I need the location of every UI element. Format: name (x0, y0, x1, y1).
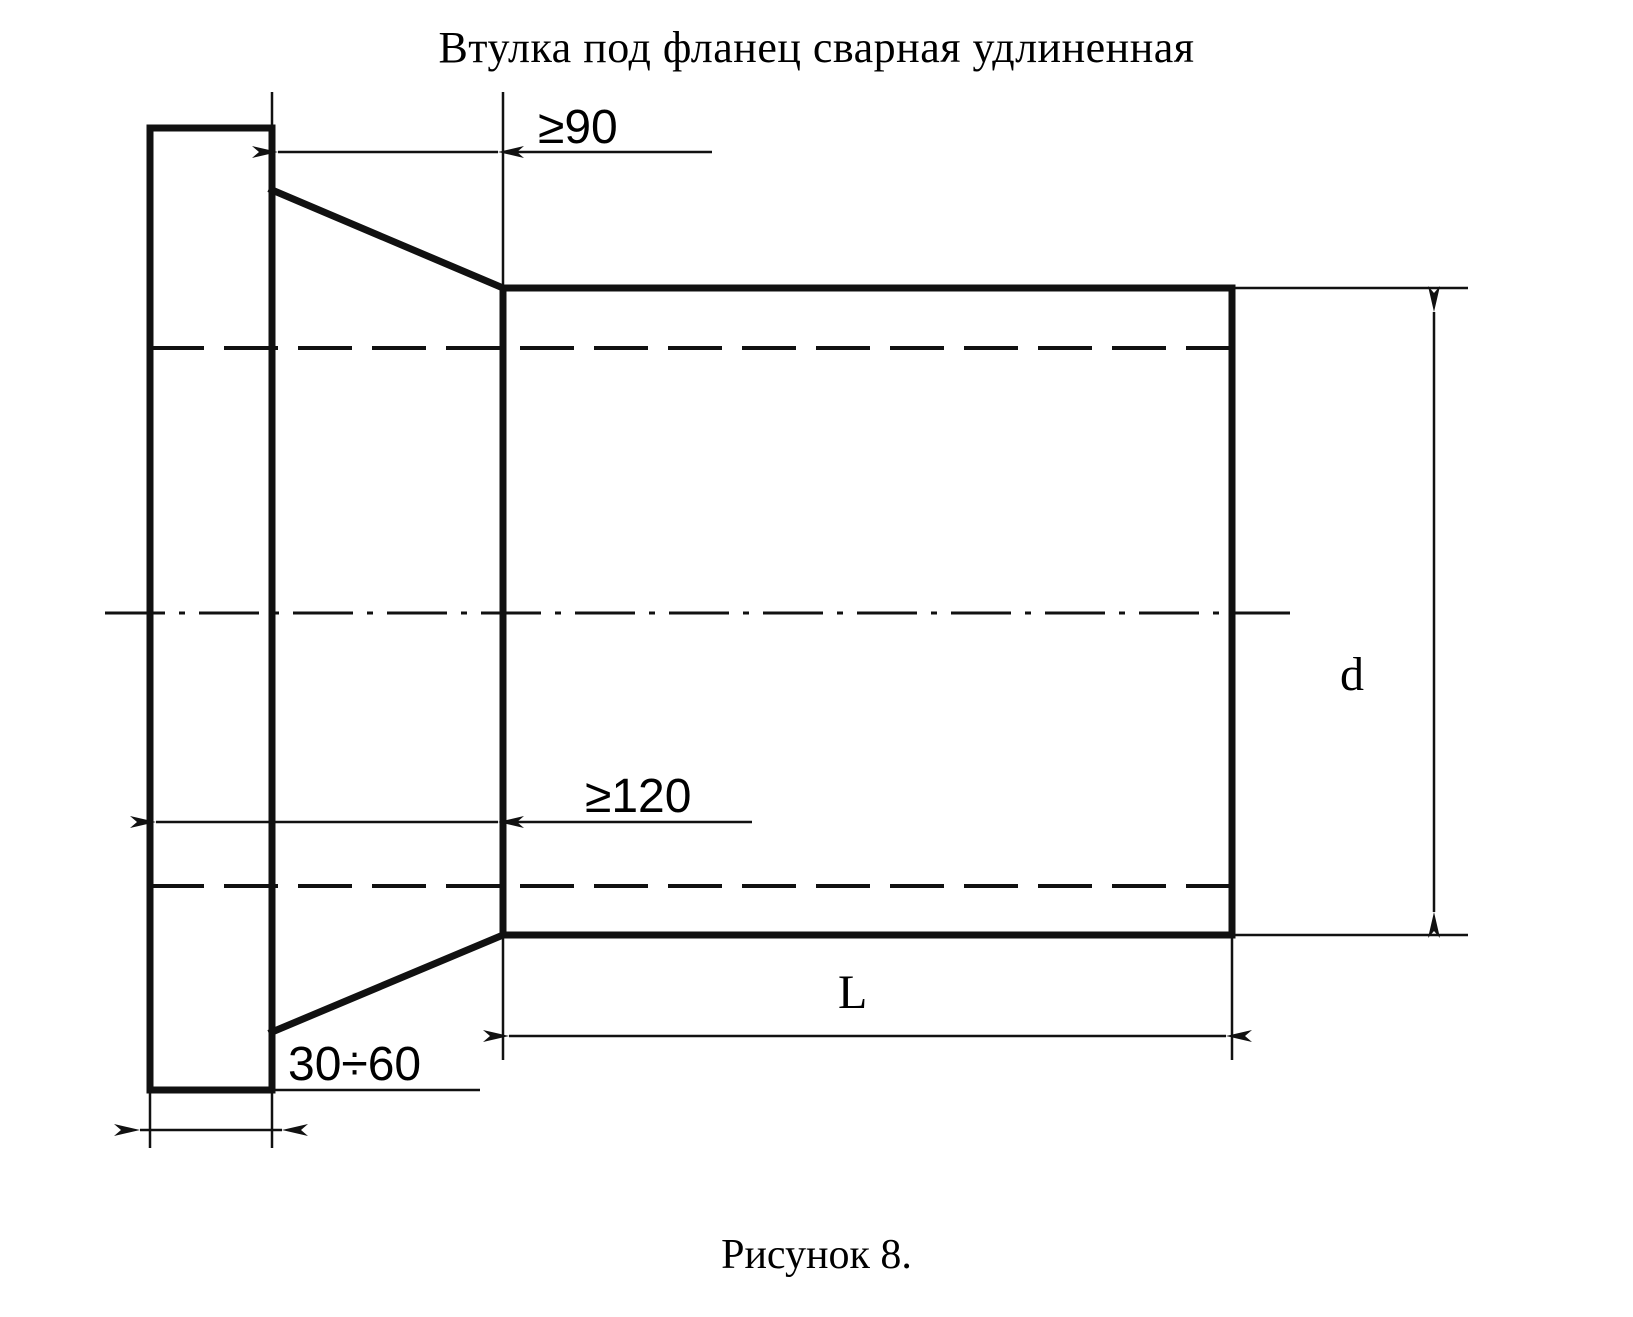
label-length: L (838, 966, 868, 1019)
dimension-top-angle (272, 92, 712, 288)
dimension-length (503, 935, 1232, 1060)
label-inner-angle: ≥120 (585, 770, 692, 823)
flange-collar (150, 128, 272, 1090)
center-lines (105, 348, 1290, 886)
part-outline (150, 128, 1232, 1090)
label-diameter: d (1340, 648, 1364, 701)
lower-taper-and-bottom (272, 935, 1232, 1032)
label-top-angle: ≥90 (538, 101, 618, 154)
figure-caption: Рисунок 8. (721, 1232, 912, 1278)
upper-taper-and-top (272, 190, 1232, 288)
figure-title: Втулка под фланец сварная удлиненная (438, 23, 1195, 72)
dimension-inner-angle (156, 770, 752, 823)
label-flange-thickness: 30÷60 (288, 1038, 422, 1091)
